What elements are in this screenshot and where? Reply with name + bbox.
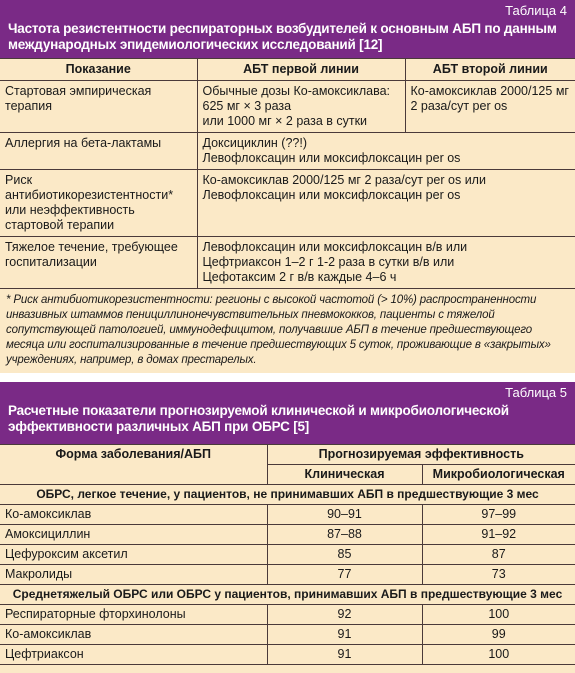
table-row <box>0 625 575 645</box>
table-5-grid <box>0 444 575 665</box>
drug-cell: Ко-амоксиклав <box>0 625 267 645</box>
table-row <box>0 565 575 585</box>
drug-cell: Амоксициллин <box>0 525 267 545</box>
table-4-title: Частота резистентности респираторных возбудителей к основным АБП по данным международных эпидемиологических исследований [12] <box>8 21 557 52</box>
drug-cell: Макролиды <box>0 565 267 585</box>
column-header: Показание <box>0 59 197 81</box>
section-row <box>0 585 575 605</box>
table-4-footnote: * Риск антибиотикорезистентности: регионы с высокой частотой (> 10%) распространенности инвазивных штаммов пенициллинонечувствительных пневмококков, пациенты с тяжелой сопутствующей патологией, иммунодефицитом, получавшие АБП в течение предшествующего месяца или госпитализированные в течение предшествующих 5 суток, проживающие в «закрытых» учреждениях, например, в домах престарелых. <box>6 294 551 366</box>
table-4-number: Таблица 4 <box>505 3 567 18</box>
first-line-cell: Ко-амоксиклав 2000/125 мг 2 раза/сут per os или Левофлоксацин или моксифлоксацин per os <box>197 170 575 237</box>
micro-cell: 100 <box>422 645 575 665</box>
column-header-group: Прогнозируемая эффективность <box>267 445 575 465</box>
micro-cell: 73 <box>422 565 575 585</box>
first-line-cell: Обычные дозы Ко-амоксиклава: 625 мг × 3 раза или 1000 мг × 2 раза в сутки <box>197 81 405 133</box>
indication-cell: Тяжелое течение, требующее госпитализации <box>0 237 197 289</box>
table-row <box>0 605 575 625</box>
clinical-cell: 90–91 <box>267 505 422 525</box>
column-header: Клиническая <box>267 465 422 485</box>
table-4-grid <box>0 58 575 289</box>
first-line-cell: Левофлоксацин или моксифлоксацин в/в или Цефтриаксон 1–2 г 1-2 раза в сутки в/в или Цефотаксим 2 г в/в каждые 4–6 ч <box>197 237 575 289</box>
section-row <box>0 485 575 505</box>
table-5-number: Таблица 5 <box>505 385 567 400</box>
table-4-header <box>0 0 575 58</box>
table-5 <box>0 382 575 673</box>
drug-cell: Ко-амоксиклав <box>0 505 267 525</box>
indication-cell: Риск антибиотикорезистентности* или неэффективность стартовой терапии <box>0 170 197 237</box>
first-line-cell: Доксициклин (??!) Левофлоксацин или моксифлоксацин per os <box>197 133 575 170</box>
table-row <box>0 81 575 133</box>
column-header: АБТ второй линии <box>405 59 575 81</box>
micro-cell: 100 <box>422 605 575 625</box>
table-row <box>0 525 575 545</box>
table-row <box>0 545 575 565</box>
drug-cell: Цефтриаксон <box>0 645 267 665</box>
clinical-cell: 85 <box>267 545 422 565</box>
second-line-cell: Ко-амоксиклав 2000/125 мг 2 раза/сут per os <box>405 81 575 133</box>
indication-cell: Стартовая эмпирическая терапия <box>0 81 197 133</box>
indication-cell: Аллергия на бета-лактамы <box>0 133 197 170</box>
clinical-cell: 92 <box>267 605 422 625</box>
clinical-cell: 87–88 <box>267 525 422 545</box>
table-row <box>0 645 575 665</box>
micro-cell: 91–92 <box>422 525 575 545</box>
table-5-title: Расчетные показатели прогнозируемой клинической и микробиологической эффективности различных АБП при ОБРС [5] <box>8 403 509 434</box>
micro-cell: 87 <box>422 545 575 565</box>
column-header: АБТ первой линии <box>197 59 405 81</box>
clinical-cell: 77 <box>267 565 422 585</box>
micro-cell: 99 <box>422 625 575 645</box>
drug-cell: Цефуроксим аксетил <box>0 545 267 565</box>
drug-cell: Респираторные фторхинолоны <box>0 605 267 625</box>
section-title: Среднетяжелый ОБРС или ОБРС у пациентов, принимавших АБП в предшествующие 3 мес <box>0 585 575 605</box>
table-row <box>0 505 575 525</box>
table-4-body <box>0 58 575 373</box>
clinical-cell: 91 <box>267 645 422 665</box>
clinical-cell: 91 <box>267 625 422 645</box>
table-5-body <box>0 444 575 673</box>
table-row <box>0 170 575 237</box>
table-row <box>0 237 575 289</box>
table-5-header <box>0 382 575 444</box>
micro-cell: 97–99 <box>422 505 575 525</box>
column-header: Микробиологическая <box>422 465 575 485</box>
table-row <box>0 133 575 170</box>
column-header: Форма заболевания/АБП <box>0 445 267 485</box>
section-title: ОБРС, легкое течение, у пациентов, не принимавших АБП в предшествующие 3 мес <box>0 485 575 505</box>
